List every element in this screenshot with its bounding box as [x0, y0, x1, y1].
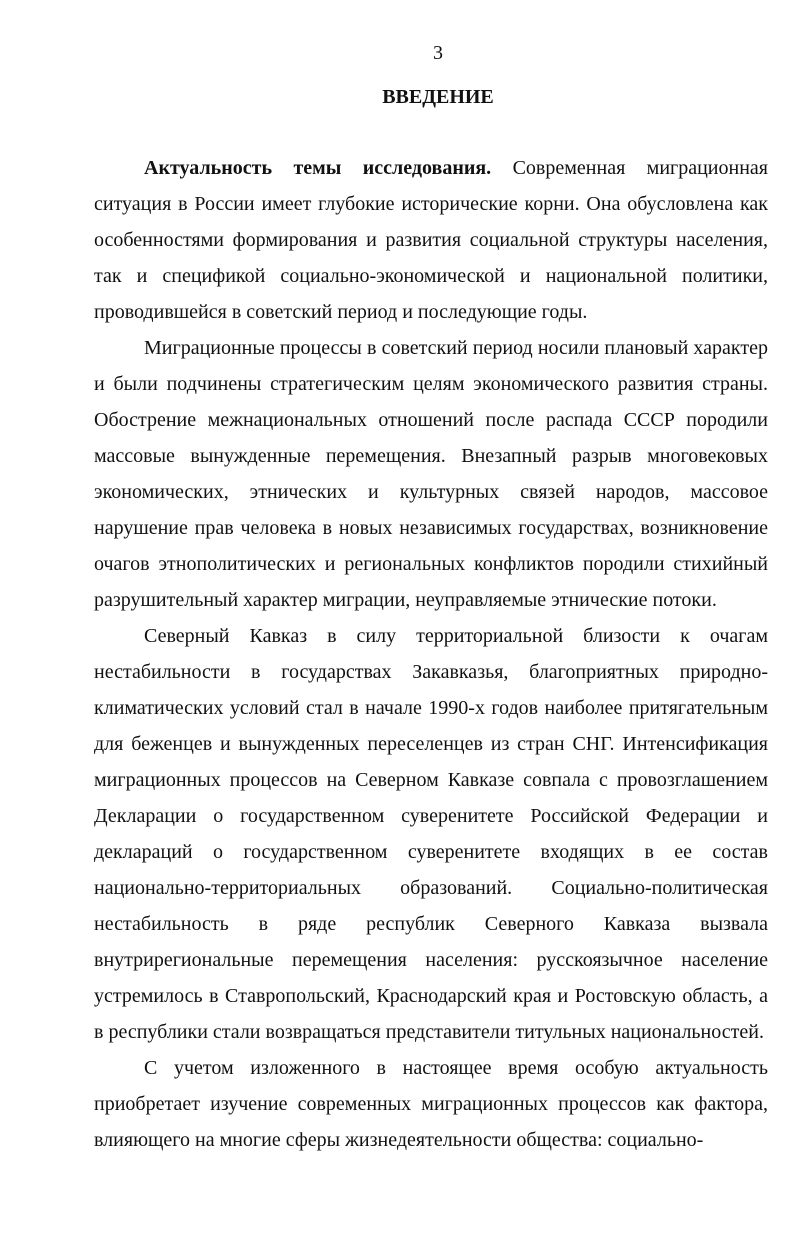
- paragraph-soviet-migration: Миграционные процессы в советский период носили плановый характер и были подчинены стратегическим целям экономического развития страны. Обострение межнациональных отношений после распада СССР породили массовые вынужденные перемещения. Внезапный разрыв многовековых экономических, этнических и культурных связей народов, массовое нарушение прав человека в новых независимых государствах, возникновение очагов этнополитических и региональных конфликтов породили стихийный разрушительный характер миграции, неуправляемые этнические потоки.: [94, 337, 768, 611]
- page-number: 3: [433, 42, 443, 64]
- paragraph-text: Современная миграционная ситуация в России имеет глубокие исторические корни. Она обусловлена как особенностями формирования и развития социальной структуры населения, так и спецификой социально-экономической и национальной политики, проводившейся в советский период и последующие годы.: [94, 157, 768, 323]
- paragraph-relevance: [94, 150, 768, 330]
- paragraph-north-caucasus: Северный Кавказ в силу территориальной близости к очагам нестабильности в государствах Закавказья, благоприятных природно-климатических условий стал в начале 1990-х годов наиболее притягательным для беженцев и вынужденных переселенцев из стран СНГ. Интенсификация миграционных процессов на Северном Кавказе совпала с провозглашением Декларации о государственном суверенитете Российской Федерации и деклараций о государственном суверенитете входящих в ее состав национально-территориальных образований. Социально-политическая нестабильность в ряде республик Северного Кавказа вызвала внутрирегиональные перемещения населения: русскоязычное население устремилось в Ставропольский, Краснодарский края и Ростовскую область, а в республики стали возвращаться представители титульных национальностей.: [94, 625, 768, 1043]
- paragraph-current-relevance: С учетом изложенного в настоящее время особую актуальность приобретает изучение современных миграционных процессов как фактора, влияющего на многие сферы жизнедеятельности общества: социально-: [94, 1057, 768, 1151]
- body-text: [94, 150, 768, 1158]
- section-title: ВВЕДЕНИЕ: [382, 86, 494, 108]
- relevance-heading: Актуальность темы исследования.: [144, 157, 492, 179]
